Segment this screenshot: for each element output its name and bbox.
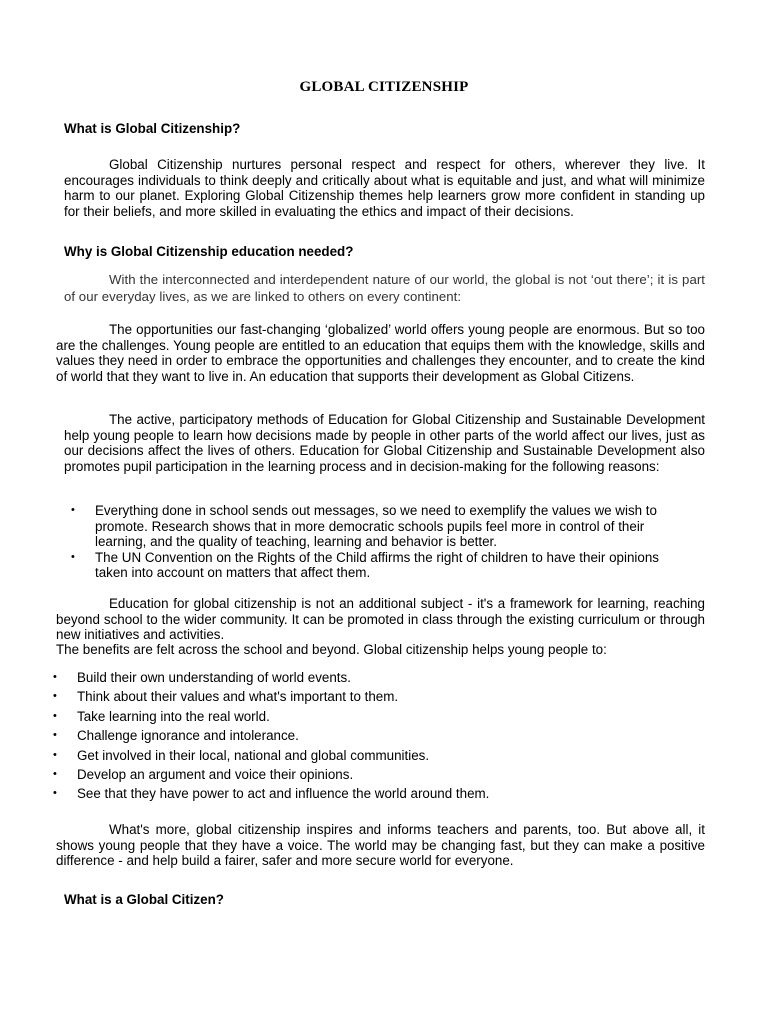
- helps-list: [50, 668, 730, 804]
- paragraph-interconnected-text: With the interconnected and interdependent nature of our world, the global is not ‘out there’; it is part of our everyday lives, as we are linked to others on every continent:: [64, 272, 705, 304]
- heading-why-needed: Why is Global Citizenship education needed?: [64, 244, 354, 259]
- heading-what-is-global-citizenship: What is Global Citizenship?: [64, 121, 241, 136]
- bullet-icon: •: [71, 550, 75, 563]
- help-text: Develop an argument and voice their opinions.: [77, 766, 354, 782]
- page-title: GLOBAL CITIZENSHIP: [299, 79, 469, 95]
- paragraph-whats-more-text: What's more, global citizenship inspires and informs teachers and parents, too. But above all, it shows young people that they have a voice. The world may be changing fast, but they can make a positive difference - and help build a fairer, safer and more secure world for everyone.: [56, 822, 705, 869]
- paragraph-interconnected: [64, 271, 705, 305]
- paragraph-methods: [64, 412, 705, 474]
- help-text: Take learning into the real world.: [77, 708, 270, 724]
- help-text: Build their own understanding of world events.: [77, 670, 351, 685]
- bullet-icon: •: [53, 709, 57, 722]
- list-item: [50, 687, 730, 706]
- help-text: Get involved in their local, national and global communities.: [77, 747, 430, 763]
- paragraph-framework-text: Education for global citizenship is not an additional subject - it's a framework for learning, reaching beyond school to the wider community. It can be promoted in class through the existing curriculum or through new initiatives and activities.: [56, 596, 705, 643]
- bullet-icon: •: [53, 671, 57, 683]
- list-item: [50, 746, 730, 765]
- reason-text: Everything done in school sends out messages, so we need to exemplify the values we wish to promote. Research shows that in more democratic schools pupils feel more in control of their learning, and the quality of teaching, learning and behavior is better.: [95, 503, 657, 550]
- list-item: [50, 726, 730, 745]
- reason-text: The UN Convention on the Rights of the Child affirms the right of children to have their opinions taken into account on matters that affect them.: [95, 549, 659, 581]
- paragraph-whats-more: [56, 822, 705, 869]
- list-item: [50, 707, 730, 726]
- list-item: [50, 784, 730, 803]
- paragraph-methods-text: The active, participatory methods of Education for Global Citizenship and Sustainable Development help young people to learn how decisions made by people in other parts of the world affect our lives, just as our decisions affect the lives of others. Education for Global Citizenship and Sustainable Development also promotes pupil participation in the learning process and in decision-making for the following reasons:: [64, 412, 705, 474]
- paragraph-what-is: [64, 157, 705, 219]
- bullet-icon: •: [71, 504, 75, 516]
- list-item: [64, 550, 684, 581]
- paragraph-framework: [56, 596, 705, 643]
- help-text: See that they have power to act and influence the world around them.: [77, 786, 490, 802]
- reasons-list: [64, 503, 684, 581]
- help-text: Challenge ignorance and intolerance.: [77, 728, 299, 744]
- list-item: [50, 765, 730, 784]
- list-item: [50, 668, 730, 687]
- bullet-icon: •: [53, 690, 57, 703]
- heading-global-citizen: What is a Global Citizen?: [64, 892, 224, 907]
- paragraph-benefits: The benefits are felt across the school and beyond. Global citizenship helps young people to:: [56, 642, 607, 657]
- paragraph-opportunities: [56, 322, 705, 384]
- help-text: Think about their values and what's important to them.: [77, 689, 399, 705]
- bullet-icon: •: [53, 748, 57, 761]
- bullet-icon: •: [53, 729, 57, 742]
- list-item: [64, 503, 684, 550]
- bullet-icon: •: [53, 767, 57, 780]
- bullet-icon: •: [53, 787, 57, 800]
- paragraph-what-is-text: Global Citizenship nurtures personal respect and respect for others, wherever they live. It encourages individuals to think deeply and critically about what is equitable and just, and what will minimize harm to our planet. Exploring Global Citizenship themes help learners grow more confident in standing up for their beliefs, and more skilled in evaluating the ethics and impact of their decisions.: [64, 157, 705, 219]
- paragraph-opportunities-text: The opportunities our fast-changing ‘globalized’ world offers young people are enormous. But so too are the challenges. Young people are entitled to an education that equips them with the knowledge, skills and values they need in order to embrace the opportunities and challenges they encounter, and to create the kind of world that they want to live in. An education that supports their development as Global Citizens.: [56, 322, 705, 384]
